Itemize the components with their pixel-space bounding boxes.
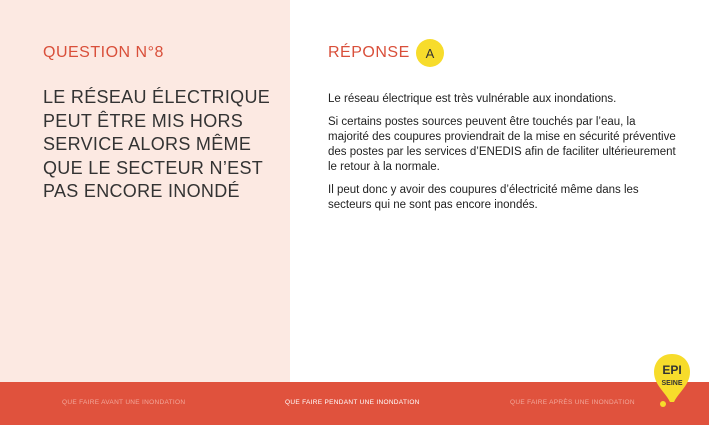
question-number: QUESTION N°8: [43, 44, 164, 61]
answer-badge: A: [416, 39, 444, 67]
answer-body: [328, 92, 676, 221]
logo-text-seine: SEINE: [661, 380, 683, 387]
footer-nav: [0, 382, 709, 425]
answer-paragraph: Si certains postes sources peuvent être touchés par l’eau, la majorité des coupures proviendrait de la mise en sécurité préventive des postes par les services d’ENEDIS afin de faciliter ultérieurement le retour à la normale.: [328, 116, 676, 173]
logo-text-epi: EPI: [662, 363, 682, 377]
epi-seine-logo: [652, 352, 692, 410]
answer-paragraph: Il peut donc y avoir des coupures d’électricité même dans les secteurs qui ne sont pas encore inondés.: [328, 184, 639, 211]
question-statement: LE RÉSEAU ÉLECTRIQUE PEUT ÊTRE MIS HORS SERVICE ALORS MÊME QUE LE SECTEUR N’EST PAS ENCORE INONDÉ: [43, 87, 271, 201]
answer-paragraph: Le réseau électrique est très vulnérable aux inondations.: [328, 93, 617, 105]
nav-link-before-flood[interactable]: QUE FAIRE AVANT UNE INONDATION: [62, 399, 186, 406]
answer-label: RÉPONSE: [328, 44, 410, 61]
nav-link-during-flood[interactable]: QUE FAIRE PENDANT UNE INONDATION: [285, 399, 420, 406]
nav-link-after-flood[interactable]: QUE FAIRE APRÈS UNE INONDATION: [510, 399, 635, 406]
